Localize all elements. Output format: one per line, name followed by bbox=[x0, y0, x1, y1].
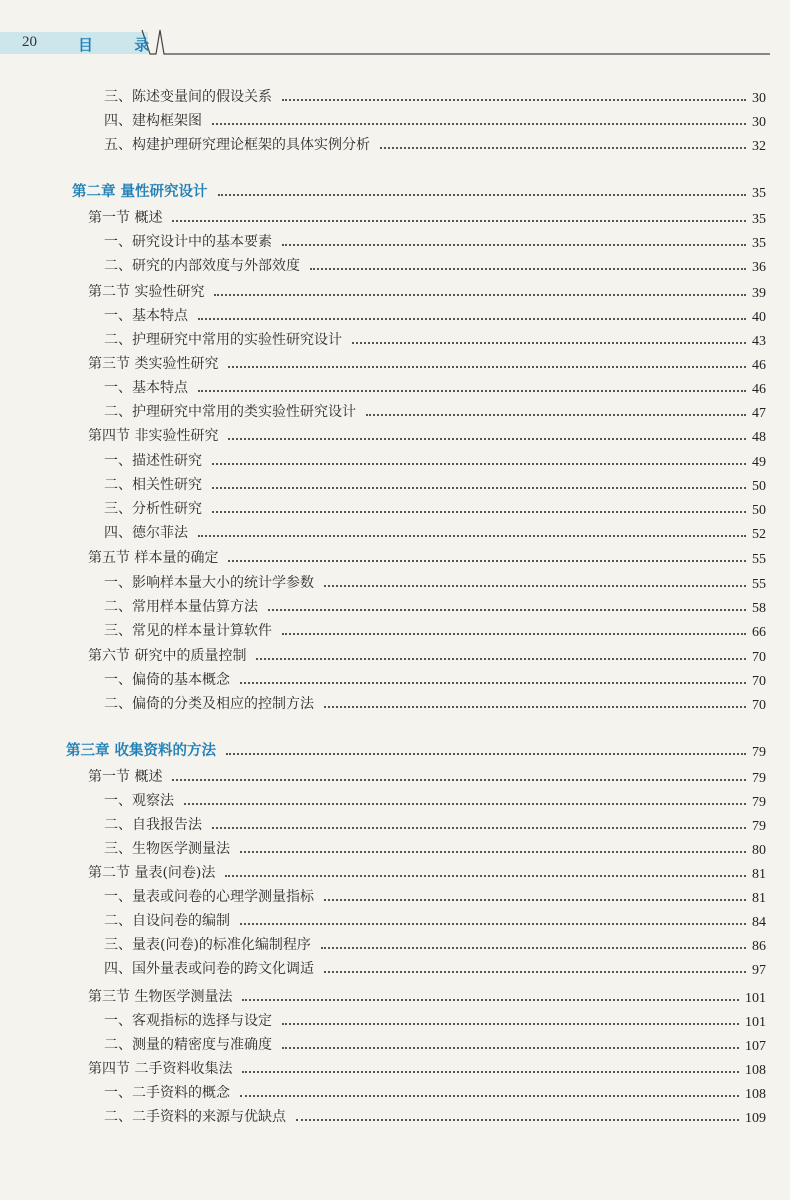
toc-leader-dots bbox=[226, 753, 746, 755]
toc-entry-page: 40 bbox=[752, 310, 766, 325]
toc-entry-page: 48 bbox=[752, 430, 766, 445]
toc-leader-dots bbox=[228, 560, 746, 562]
toc-entry bbox=[0, 1010, 790, 1034]
toc-leader-dots bbox=[240, 923, 746, 925]
toc-entry-page: 50 bbox=[752, 503, 766, 518]
toc-entry bbox=[0, 740, 790, 764]
toc-leader-dots bbox=[268, 609, 746, 611]
toc-leader-dots bbox=[256, 658, 746, 660]
toc-entry-page: 30 bbox=[752, 91, 766, 106]
toc-entry bbox=[0, 110, 790, 134]
toc-entry bbox=[0, 134, 790, 158]
toc-entry bbox=[0, 255, 790, 279]
toc-entry-title: 第三节 生物医学测量法 bbox=[88, 989, 233, 1005]
toc-entry-title: 三、生物医学测量法 bbox=[104, 841, 230, 857]
toc-entry-title: 三、量表(问卷)的标准化编制程序 bbox=[104, 937, 311, 953]
toc-entry bbox=[0, 231, 790, 255]
toc-entry bbox=[0, 547, 790, 571]
toc-leader-dots bbox=[321, 947, 746, 949]
toc-leader-dots bbox=[324, 706, 746, 708]
toc-entry-page: 101 bbox=[745, 991, 766, 1006]
toc-entry bbox=[0, 958, 790, 982]
toc-entry-page: 35 bbox=[752, 186, 766, 201]
toc-entry-title: 第一节 概述 bbox=[88, 769, 163, 785]
toc-entry bbox=[0, 986, 790, 1010]
toc-entry-page: 108 bbox=[745, 1063, 766, 1078]
toc-entry-title: 一、影响样本量大小的统计学参数 bbox=[104, 575, 314, 591]
toc-entry-page: 101 bbox=[745, 1015, 766, 1030]
toc-entry bbox=[0, 281, 790, 305]
toc-leader-dots bbox=[198, 390, 746, 392]
toc-leader-dots bbox=[324, 585, 746, 587]
toc-leader-dots bbox=[228, 366, 746, 368]
toc-entry-title: 第四节 二手资料收集法 bbox=[88, 1061, 233, 1077]
toc-entry-title: 二、自设问卷的编制 bbox=[104, 913, 230, 929]
toc-entry bbox=[0, 425, 790, 449]
toc-entry-page: 81 bbox=[752, 891, 766, 906]
toc-entry-page: 66 bbox=[752, 625, 766, 640]
toc-entry-page: 81 bbox=[752, 867, 766, 882]
toc-leader-dots bbox=[198, 318, 746, 320]
toc-entry bbox=[0, 498, 790, 522]
toc-entry-page: 107 bbox=[745, 1039, 766, 1054]
toc-entry-page: 108 bbox=[745, 1087, 766, 1102]
toc-entry-title: 一、二手资料的概念 bbox=[104, 1085, 230, 1101]
toc-leader-dots bbox=[242, 999, 739, 1001]
toc-entry-title: 第三节 类实验性研究 bbox=[88, 356, 219, 372]
toc-entry-title: 二、偏倚的分类及相应的控制方法 bbox=[104, 696, 314, 712]
toc-leader-dots bbox=[310, 268, 746, 270]
toc-leader-dots bbox=[240, 851, 746, 853]
toc-entry-title: 二、护理研究中常用的类实验性研究设计 bbox=[104, 404, 356, 420]
toc-entry-title: 四、国外量表或问卷的跨文化调适 bbox=[104, 961, 314, 977]
toc-entry bbox=[0, 86, 790, 110]
toc-entry bbox=[0, 596, 790, 620]
toc-entry-title: 一、基本特点 bbox=[104, 308, 188, 324]
toc-entry-page: 46 bbox=[752, 382, 766, 397]
toc-leader-dots bbox=[282, 1023, 739, 1025]
toc-entry-title: 三、分析性研究 bbox=[104, 501, 202, 517]
toc-entry-title: 二、相关性研究 bbox=[104, 477, 202, 493]
toc-entry bbox=[0, 450, 790, 474]
toc-entry bbox=[0, 1058, 790, 1082]
toc-entry-page: 43 bbox=[752, 334, 766, 349]
toc-entry bbox=[0, 377, 790, 401]
toc-entry-title: 二、二手资料的来源与优缺点 bbox=[104, 1109, 286, 1125]
toc-leader-dots bbox=[218, 194, 746, 196]
toc-entry-title: 四、建构框架图 bbox=[104, 113, 202, 129]
toc-entry-title: 第六节 研究中的质量控制 bbox=[88, 648, 247, 664]
toc-entry bbox=[0, 669, 790, 693]
toc-entry-title: 第四节 非实验性研究 bbox=[88, 428, 219, 444]
toc-entry-page: 84 bbox=[752, 915, 766, 930]
toc-entry bbox=[0, 910, 790, 934]
toc-entry-page: 35 bbox=[752, 236, 766, 251]
toc-leader-dots bbox=[212, 487, 746, 489]
toc-entry bbox=[0, 838, 790, 862]
toc-entry-page: 50 bbox=[752, 479, 766, 494]
toc-leader-dots bbox=[366, 414, 746, 416]
toc-entry bbox=[0, 814, 790, 838]
toc-entry-title: 二、常用样本量估算方法 bbox=[104, 599, 258, 615]
toc-entry bbox=[0, 1034, 790, 1058]
toc-entry-title: 四、德尔菲法 bbox=[104, 525, 188, 541]
toc-entry-page: 97 bbox=[752, 963, 766, 978]
toc-entry-title: 第二节 量表(问卷)法 bbox=[88, 865, 216, 881]
toc-entry bbox=[0, 181, 790, 205]
toc-entry bbox=[0, 693, 790, 717]
page-number: 20 bbox=[22, 34, 37, 50]
toc-entry-page: 70 bbox=[752, 650, 766, 665]
toc-entry bbox=[0, 522, 790, 546]
toc-entry-page: 32 bbox=[752, 139, 766, 154]
toc-leader-dots bbox=[282, 1047, 739, 1049]
toc-entry bbox=[0, 474, 790, 498]
toc-entry bbox=[0, 401, 790, 425]
toc-leader-dots bbox=[212, 123, 746, 125]
toc-entry-page: 55 bbox=[752, 552, 766, 567]
toc-entry bbox=[0, 1106, 790, 1130]
toc-entry-page: 70 bbox=[752, 674, 766, 689]
toc-entry-page: 79 bbox=[752, 745, 766, 760]
toc-entry-title: 第二节 实验性研究 bbox=[88, 284, 205, 300]
toc-entry-title: 一、客观指标的选择与设定 bbox=[104, 1013, 272, 1029]
toc-entry bbox=[0, 207, 790, 231]
toc-leader-dots bbox=[184, 803, 746, 805]
toc-entry bbox=[0, 572, 790, 596]
toc-leader-dots bbox=[172, 220, 746, 222]
toc-entry-page: 30 bbox=[752, 115, 766, 130]
toc-entry-title: 二、自我报告法 bbox=[104, 817, 202, 833]
toc-leader-dots bbox=[282, 633, 746, 635]
toc-leader-dots bbox=[282, 99, 746, 101]
toc-entry bbox=[0, 305, 790, 329]
toc-entry-page: 109 bbox=[745, 1111, 766, 1126]
toc-entry-page: 52 bbox=[752, 527, 766, 542]
toc-entry-page: 49 bbox=[752, 455, 766, 470]
toc-leader-dots bbox=[296, 1119, 739, 1121]
toc-entry-page: 79 bbox=[752, 771, 766, 786]
page-title: 目 录 bbox=[78, 36, 168, 54]
toc-leader-dots bbox=[324, 899, 746, 901]
toc-entry-title: 三、常见的样本量计算软件 bbox=[104, 623, 272, 639]
toc-entry-title: 一、偏倚的基本概念 bbox=[104, 672, 230, 688]
toc-leader-dots bbox=[228, 438, 746, 440]
toc-leader-dots bbox=[172, 779, 746, 781]
toc-entry bbox=[0, 329, 790, 353]
toc-entry-page: 39 bbox=[752, 286, 766, 301]
toc-entry-page: 46 bbox=[752, 358, 766, 373]
toc-entry bbox=[0, 934, 790, 958]
toc-entry-title: 二、测量的精密度与准确度 bbox=[104, 1037, 272, 1053]
toc-leader-dots bbox=[324, 971, 746, 973]
toc-entry-page: 55 bbox=[752, 577, 766, 592]
toc-entry-page: 35 bbox=[752, 212, 766, 227]
toc-leader-dots bbox=[212, 511, 746, 513]
toc-entry-title: 二、研究的内部效度与外部效度 bbox=[104, 258, 300, 274]
toc-leader-dots bbox=[225, 875, 746, 877]
toc-entry-page: 79 bbox=[752, 795, 766, 810]
toc-entry-title: 一、量表或问卷的心理学测量指标 bbox=[104, 889, 314, 905]
toc-entry bbox=[0, 862, 790, 886]
toc-entry bbox=[0, 353, 790, 377]
toc-entry-title: 一、研究设计中的基本要素 bbox=[104, 234, 272, 250]
toc-entry-title: 一、基本特点 bbox=[104, 380, 188, 396]
toc-entry-page: 79 bbox=[752, 819, 766, 834]
toc-leader-dots bbox=[240, 682, 746, 684]
toc-entry-title: 第三章 收集资料的方法 bbox=[66, 743, 217, 759]
toc-leader-dots bbox=[212, 827, 746, 829]
toc-entry-title: 二、护理研究中常用的实验性研究设计 bbox=[104, 332, 342, 348]
toc-entry-page: 47 bbox=[752, 406, 766, 421]
toc-entry-title: 第五节 样本量的确定 bbox=[88, 550, 219, 566]
toc-entry bbox=[0, 766, 790, 790]
toc-entry-page: 80 bbox=[752, 843, 766, 858]
toc-entry-page: 86 bbox=[752, 939, 766, 954]
toc-leader-dots bbox=[352, 342, 746, 344]
toc-entry bbox=[0, 645, 790, 669]
toc-entry-title: 一、描述性研究 bbox=[104, 453, 202, 469]
toc-entry-page: 58 bbox=[752, 601, 766, 616]
toc-leader-dots bbox=[240, 1095, 739, 1097]
toc-entry-title: 三、陈述变量间的假设关系 bbox=[104, 89, 272, 105]
toc-entry bbox=[0, 1082, 790, 1106]
toc-leader-dots bbox=[242, 1071, 739, 1073]
toc-entry-page: 36 bbox=[752, 260, 766, 275]
toc-leader-dots bbox=[198, 535, 746, 537]
toc-entry-title: 五、构建护理研究理论框架的具体实例分析 bbox=[104, 137, 370, 153]
toc-entry bbox=[0, 620, 790, 644]
toc-leader-dots bbox=[380, 147, 746, 149]
toc-entry-title: 第一节 概述 bbox=[88, 210, 163, 226]
toc-entry bbox=[0, 886, 790, 910]
toc-leader-dots bbox=[282, 244, 746, 246]
toc-entry-page: 70 bbox=[752, 698, 766, 713]
toc-entry bbox=[0, 790, 790, 814]
toc-entry-title: 一、观察法 bbox=[104, 793, 174, 809]
toc-leader-dots bbox=[214, 294, 746, 296]
toc-leader-dots bbox=[212, 463, 746, 465]
toc-entry-title: 第二章 量性研究设计 bbox=[72, 184, 208, 200]
